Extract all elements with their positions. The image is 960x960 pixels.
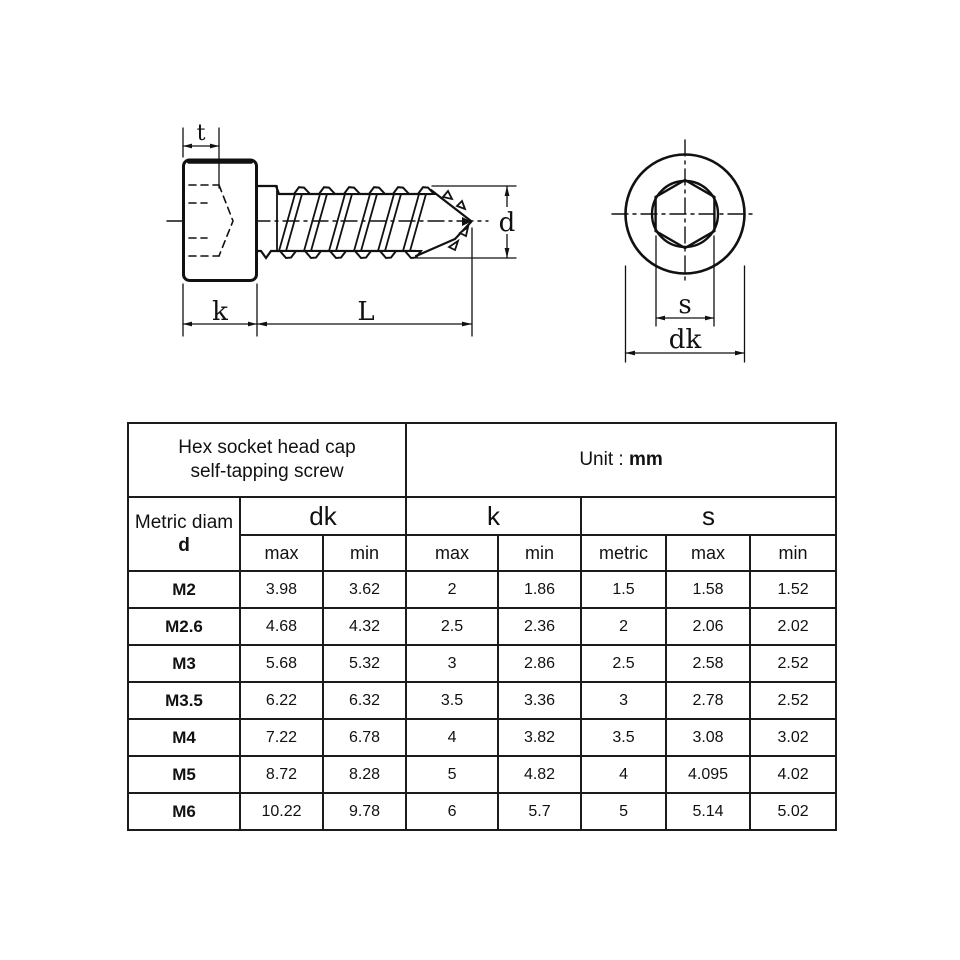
value-cell: 5 bbox=[581, 793, 666, 830]
unit-label: Unit : bbox=[579, 449, 624, 470]
table-row bbox=[128, 793, 836, 830]
value-cell: 5.68 bbox=[240, 645, 323, 682]
value-cell: 10.22 bbox=[240, 793, 323, 830]
thread-flanks bbox=[279, 194, 426, 251]
sub-header: min bbox=[750, 535, 836, 571]
sub-header: min bbox=[498, 535, 581, 571]
value-cell: 3.5 bbox=[581, 719, 666, 756]
table-row bbox=[128, 682, 836, 719]
table-row bbox=[128, 571, 836, 608]
value-cell: 5.14 bbox=[666, 793, 750, 830]
dim-label-dk: dk bbox=[668, 325, 702, 355]
value-cell: 5 bbox=[406, 756, 498, 793]
value-cell: 2.78 bbox=[666, 682, 750, 719]
value-cell: 3.82 bbox=[498, 719, 581, 756]
sub-header: max bbox=[406, 535, 498, 571]
group-header-dk: dk bbox=[240, 497, 406, 535]
size-label: M4 bbox=[128, 719, 240, 756]
value-cell: 1.52 bbox=[750, 571, 836, 608]
dim-label-k: k bbox=[212, 297, 228, 327]
table-title bbox=[128, 423, 406, 497]
value-cell: 3.62 bbox=[323, 571, 406, 608]
value-cell: 2.06 bbox=[666, 608, 750, 645]
value-cell: 2.52 bbox=[750, 682, 836, 719]
dim-label-t: t bbox=[196, 121, 206, 146]
value-cell: 1.86 bbox=[498, 571, 581, 608]
group-header-s: s bbox=[581, 497, 836, 535]
value-cell: 8.72 bbox=[240, 756, 323, 793]
dimension-L bbox=[257, 228, 472, 336]
sub-header: max bbox=[240, 535, 323, 571]
value-cell: 1.5 bbox=[581, 571, 666, 608]
screw-side-view bbox=[167, 121, 517, 336]
value-cell: 5.32 bbox=[323, 645, 406, 682]
size-label: M2.6 bbox=[128, 608, 240, 645]
value-cell: 2.5 bbox=[581, 645, 666, 682]
value-cell: 6 bbox=[406, 793, 498, 830]
size-label: M2 bbox=[128, 571, 240, 608]
value-cell: 4.095 bbox=[666, 756, 750, 793]
value-cell: 4.02 bbox=[750, 756, 836, 793]
value-cell: 3 bbox=[406, 645, 498, 682]
value-cell: 2 bbox=[406, 571, 498, 608]
dim-label-L: L bbox=[357, 297, 375, 327]
sub-header: metric bbox=[581, 535, 666, 571]
row-header-line2: d bbox=[178, 535, 190, 556]
sub-header: min bbox=[323, 535, 406, 571]
value-cell: 6.78 bbox=[323, 719, 406, 756]
value-cell: 3.98 bbox=[240, 571, 323, 608]
size-label: M5 bbox=[128, 756, 240, 793]
value-cell: 4.82 bbox=[498, 756, 581, 793]
value-cell: 2.58 bbox=[666, 645, 750, 682]
size-label: M3.5 bbox=[128, 682, 240, 719]
dimension-k bbox=[183, 284, 257, 336]
table-row bbox=[128, 756, 836, 793]
row-header-line1: Metric diam bbox=[134, 512, 234, 533]
value-cell: 9.78 bbox=[323, 793, 406, 830]
size-label: M6 bbox=[128, 793, 240, 830]
value-cell: 2.5 bbox=[406, 608, 498, 645]
value-cell: 2.52 bbox=[750, 645, 836, 682]
value-cell: 4 bbox=[581, 756, 666, 793]
group-header-k: k bbox=[406, 497, 581, 535]
unit-cell bbox=[406, 423, 836, 497]
sub-header: max bbox=[666, 535, 750, 571]
value-cell: 2.02 bbox=[750, 608, 836, 645]
value-cell: 3.36 bbox=[498, 682, 581, 719]
spec-table-body bbox=[128, 571, 836, 830]
screw-thread bbox=[257, 186, 472, 258]
value-cell: 5.02 bbox=[750, 793, 836, 830]
unit-value: mm bbox=[628, 449, 663, 470]
table-row bbox=[128, 719, 836, 756]
table-title-line1: Hex socket head cap bbox=[178, 437, 356, 458]
value-cell: 3.08 bbox=[666, 719, 750, 756]
value-cell: 3 bbox=[581, 682, 666, 719]
value-cell: 2 bbox=[581, 608, 666, 645]
table-row bbox=[128, 608, 836, 645]
table-row bbox=[128, 645, 836, 682]
value-cell: 1.58 bbox=[666, 571, 750, 608]
value-cell: 2.36 bbox=[498, 608, 581, 645]
dim-label-s: s bbox=[678, 290, 692, 320]
screw-head-end-view bbox=[612, 140, 752, 362]
value-cell: 4 bbox=[406, 719, 498, 756]
dim-label-d: d bbox=[498, 208, 516, 238]
screw-head bbox=[184, 160, 257, 281]
value-cell: 2.86 bbox=[498, 645, 581, 682]
size-label: M3 bbox=[128, 645, 240, 682]
value-cell: 3.02 bbox=[750, 719, 836, 756]
row-header-cell bbox=[128, 497, 240, 571]
value-cell: 6.22 bbox=[240, 682, 323, 719]
value-cell: 5.7 bbox=[498, 793, 581, 830]
value-cell: 4.68 bbox=[240, 608, 323, 645]
table-title-line2: self-tapping screw bbox=[190, 461, 344, 482]
technical-drawing bbox=[0, 0, 960, 410]
value-cell: 8.28 bbox=[323, 756, 406, 793]
end-view-centerlines bbox=[612, 140, 752, 280]
value-cell: 3.5 bbox=[406, 682, 498, 719]
spec-table bbox=[127, 422, 837, 831]
value-cell: 7.22 bbox=[240, 719, 323, 756]
value-cell: 6.32 bbox=[323, 682, 406, 719]
value-cell: 4.32 bbox=[323, 608, 406, 645]
